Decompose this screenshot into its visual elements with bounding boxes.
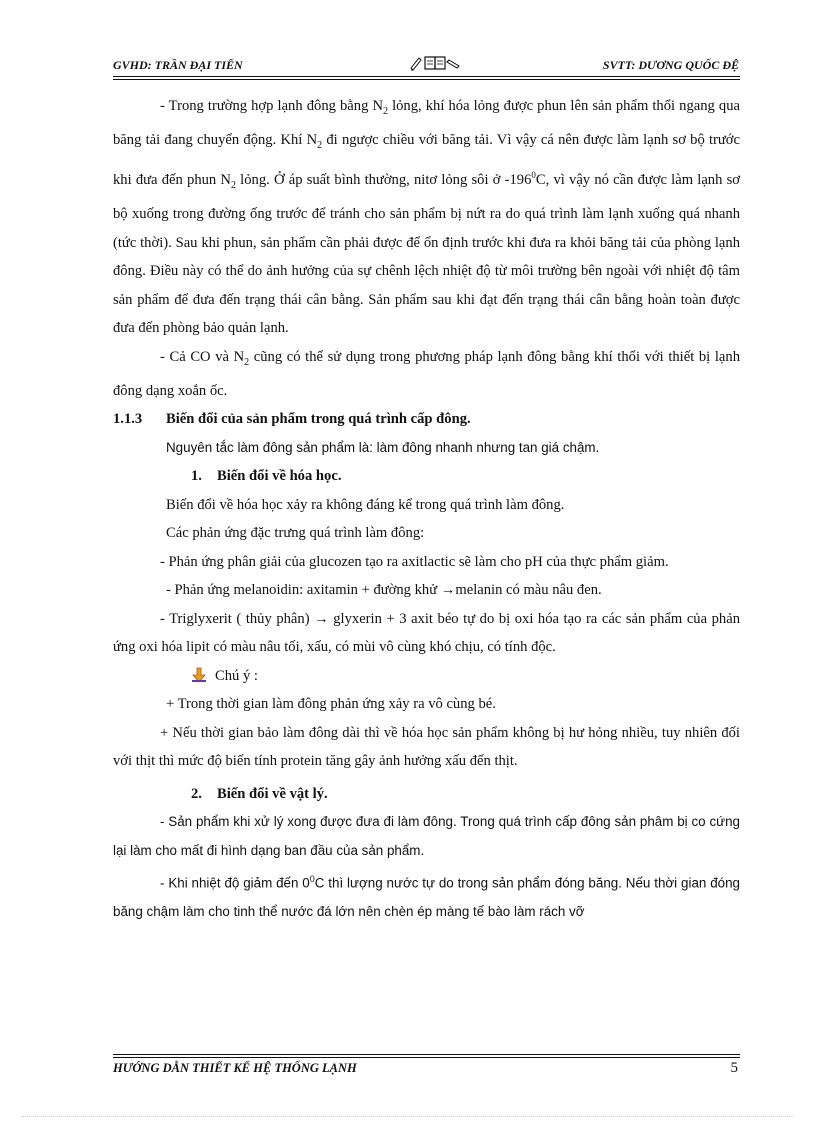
paragraph: - Khi nhiệt độ giảm đến $0^0C$ thì lượng nước tự do trong sản phẩm đóng băng. Nếu thời gian đóng băng chậm làm cho tinh thể nước đá lớn nên chèn ép màng tế bào làm rách vỡ: [113, 874, 740, 920]
footer-title: HƯỚNG DẪN THIẾT KẾ HỆ THỐNG LẠNH: [113, 1061, 357, 1075]
page-header: [113, 54, 739, 76]
paragraph: Nguyên tắc làm đông sản phẩm là: làm đông nhanh nhưng tan giá chậm.: [166, 439, 600, 455]
subheading-chemical: 1. Biến đổi về hóa học.: [191, 468, 342, 485]
section-heading: 1.1.3 Biến đổi của sản phẩm trong quá trình cấp đông.: [113, 411, 471, 428]
paragraph: Biến đổi về hóa học xảy ra không đáng kể trong quá trình làm đông.: [166, 496, 565, 513]
header-rule-2: [113, 79, 740, 80]
header-student: SVTT: DƯƠNG QUỐC ĐỆ: [602, 58, 739, 72]
paragraph: Các phản ứng đặc trưng quá trình làm đông:: [166, 525, 425, 542]
page-bottom-dotted-line: [22, 1116, 794, 1117]
arrow-bullet-icon: [191, 667, 207, 683]
paragraph: - Phản ứng phân giải của glucozen tạo ra axitlactic sẽ làm cho pH của thực phẩm giảm.: [160, 553, 669, 570]
paragraph: + Nếu thời gian bảo làm đông dài thì về hóa học sản phẩm không bị hư hỏng nhiều, tuy nhiên đối với thịt thì mức độ biến tính protein tăng gây ảnh hưởng xấu đến thịt.: [113, 724, 740, 770]
footer-rule: [113, 1054, 740, 1055]
note-heading: Chú ý :: [113, 662, 740, 691]
subheading-physical: 2. Biến đổi về vật lý.: [191, 785, 328, 802]
paragraph: - Sản phẩm khi xử lý xong được đưa đi làm đông. Trong quá trình cấp đông sản phâm bị co cứng lại làm cho mất đi hình dạng ban đầu của sản phẩm.: [113, 814, 740, 858]
header-advisor: GVHD: TRẦN ĐẠI TIẾN: [113, 58, 243, 72]
paragraph: - Triglyxerit ( thủy phân) → glyxerin + 3 axit béo tự do bị oxi hóa tạo ra các sản phẩm của phản ứng oxi hóa lipit có màu nâu tối, xấu, có mùi vô cùng khó chịu, có tính độc.: [113, 610, 740, 656]
paragraph: - Cả CO và $N_2$ cũng có thể sử dụng trong phương pháp lạnh đông bằng khí thổi với thiết bị lạnh đông dạng xoắn ốc.: [113, 348, 740, 399]
header-rule: [113, 76, 740, 77]
page-number: 5: [730, 1060, 738, 1076]
book-pen-ornament-icon: [409, 54, 463, 72]
paragraph: - Phản ứng melanoidin: axitamin + đường khử →melanin có màu nâu đen.: [166, 582, 602, 599]
page-content: [113, 92, 740, 927]
paragraph: - Trong trường hợp lạnh đông bằng $N_2$ lỏng, khí hóa lỏng được phun lên sản phẩm thổi ngang qua băng tải đang chuyển động. Khí $N_2$ đi ngược chiều với băng tải. Vì vậy cá nên được làm lạnh sơ bộ trước khi đưa đến phun $N_2$ lỏng. Ở áp suất bình thường, nitơ lỏng sôi ở $-196^0C$, vì vậy nó cần được làm lạnh sơ bộ xuống trong đường ống trước để tránh cho sản phẩm bị nứt ra do quá trình làm lạnh xuống quá nhanh (tức thời). Sau khi phun, sản phẩm cần phải được để ổn định trước khi đưa ra khỏi băng tải của phòng lạnh đông. Điều này có thể do ảnh hưởng của sự chênh lệch nhiệt độ từ môi trường bên ngoài với nhiệt độ tâm sản phẩm để đưa đến trạng thái cân bằng. Sản phẩm sau khi đạt đến trạng thái cân bằng hoàn toàn được đưa đến phòng bảo quản lạnh.: [113, 98, 741, 337]
paragraph: + Trong thời gian làm đông phản ứng xảy ra vô cùng bé.: [166, 696, 496, 713]
page-footer: [113, 1057, 740, 1081]
